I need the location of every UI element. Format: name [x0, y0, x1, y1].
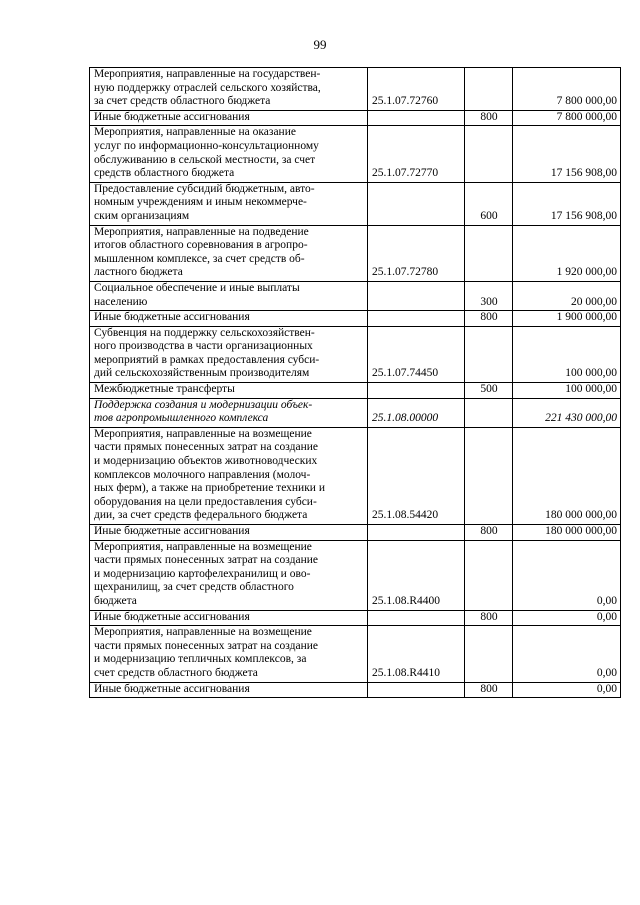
table-row	[90, 126, 621, 182]
row-code-cell: 25.1.07.72770	[368, 126, 465, 182]
row-code-cell	[368, 525, 465, 541]
row-code-cell: 25.1.07.72760	[368, 68, 465, 111]
budget-table-body	[90, 68, 621, 698]
table-row	[90, 311, 621, 327]
row-code-cell: 25.1.08.54420	[368, 427, 465, 524]
row-name-cell: Предоставление субсидий бюджетным, авто- номным учреждениям и иным некоммерче- ским организациям	[90, 182, 368, 225]
row-expense-kind-cell	[465, 326, 513, 382]
row-name-cell: Иные бюджетные ассигнования	[90, 110, 368, 126]
row-expense-kind-cell: 800	[465, 682, 513, 698]
row-name-cell: Социальное обеспечение и иные выплаты населению	[90, 281, 368, 310]
table-row	[90, 110, 621, 126]
row-sum-cell: 7 800 000,00	[513, 110, 621, 126]
row-sum-cell: 100 000,00	[513, 383, 621, 399]
table-row	[90, 182, 621, 225]
row-expense-kind-cell: 600	[465, 182, 513, 225]
table-row	[90, 68, 621, 111]
row-code-cell: 25.1.08.R4410	[368, 626, 465, 682]
row-sum-cell: 17 156 908,00	[513, 182, 621, 225]
row-name-cell: Мероприятия, направленные на оказание услуг по информационно-консультационному обслуживанию в сельской местности, за счет средств областного бюджета	[90, 126, 368, 182]
row-sum-cell: 7 800 000,00	[513, 68, 621, 111]
row-code-cell	[368, 311, 465, 327]
row-sum-cell: 0,00	[513, 610, 621, 626]
table-row	[90, 610, 621, 626]
table-row	[90, 326, 621, 382]
page-number: 99	[313, 37, 327, 52]
row-expense-kind-cell: 500	[465, 383, 513, 399]
row-expense-kind-cell	[465, 126, 513, 182]
row-sum-cell: 20 000,00	[513, 281, 621, 310]
table-row	[90, 626, 621, 682]
row-code-cell	[368, 281, 465, 310]
row-code-cell: 25.1.08.00000	[368, 398, 465, 427]
row-code-cell	[368, 110, 465, 126]
table-row	[90, 398, 621, 427]
row-sum-cell: 0,00	[513, 682, 621, 698]
row-name-cell: Субвенция на поддержку сельскохозяйствен- ного производства в части организационных мероприятий в рамках предоставления субси- дий сельскохозяйственным производителям	[90, 326, 368, 382]
row-name-cell: Мероприятия, направленные на возмещение части прямых понесенных затрат на создание и модернизацию картофелехранилищ и ово- щехранилищ, за счет средств областного бюджета	[90, 540, 368, 610]
row-code-cell: 25.1.07.72780	[368, 225, 465, 281]
row-expense-kind-cell: 800	[465, 311, 513, 327]
row-name-cell: Мероприятия, направленные на государствен- ную поддержку отраслей сельского хозяйства, за счет средств областного бюджета	[90, 68, 368, 111]
row-expense-kind-cell	[465, 427, 513, 524]
row-name-cell: Иные бюджетные ассигнования	[90, 311, 368, 327]
row-code-cell	[368, 383, 465, 399]
row-sum-cell: 180 000 000,00	[513, 525, 621, 541]
table-row	[90, 383, 621, 399]
row-code-cell	[368, 682, 465, 698]
row-name-cell: Межбюджетные трансферты	[90, 383, 368, 399]
row-expense-kind-cell	[465, 398, 513, 427]
row-expense-kind-cell	[465, 68, 513, 111]
row-name-cell: Иные бюджетные ассигнования	[90, 525, 368, 541]
row-sum-cell: 0,00	[513, 540, 621, 610]
row-code-cell: 25.1.08.R4400	[368, 540, 465, 610]
row-sum-cell: 1 900 000,00	[513, 311, 621, 327]
row-name-cell: Иные бюджетные ассигнования	[90, 682, 368, 698]
row-name-cell: Поддержка создания и модернизации объек- тов агропромышленного комплекса	[90, 398, 368, 427]
table-row	[90, 427, 621, 524]
table-row	[90, 540, 621, 610]
row-expense-kind-cell	[465, 225, 513, 281]
row-sum-cell: 17 156 908,00	[513, 126, 621, 182]
row-expense-kind-cell	[465, 540, 513, 610]
row-sum-cell: 180 000 000,00	[513, 427, 621, 524]
table-row	[90, 281, 621, 310]
table-row	[90, 682, 621, 698]
row-name-cell: Мероприятия, направленные на возмещение части прямых понесенных затрат на создание и модернизацию объектов животноводческих комплексов молочного направления (молоч- ных ферм), а также на приобретение техники и оборудования на цели предоставления субси- дии, за счет средств федерального бюджета	[90, 427, 368, 524]
row-name-cell: Мероприятия, направленные на подведение итогов областного соревнования в агропро- мышленном комплексе, за счет средств об- ластного бюджета	[90, 225, 368, 281]
row-code-cell	[368, 610, 465, 626]
row-code-cell: 25.1.07.74450	[368, 326, 465, 382]
row-expense-kind-cell: 800	[465, 610, 513, 626]
row-name-cell: Иные бюджетные ассигнования	[90, 610, 368, 626]
row-sum-cell: 0,00	[513, 626, 621, 682]
row-expense-kind-cell: 800	[465, 110, 513, 126]
row-expense-kind-cell	[465, 626, 513, 682]
budget-table	[89, 67, 621, 698]
row-name-cell: Мероприятия, направленные на возмещение части прямых понесенных затрат на создание и модернизацию тепличных комплексов, за счет средств областного бюджета	[90, 626, 368, 682]
row-sum-cell: 100 000,00	[513, 326, 621, 382]
row-expense-kind-cell: 800	[465, 525, 513, 541]
table-row	[90, 525, 621, 541]
row-expense-kind-cell: 300	[465, 281, 513, 310]
row-code-cell	[368, 182, 465, 225]
table-row	[90, 225, 621, 281]
row-sum-cell: 1 920 000,00	[513, 225, 621, 281]
row-sum-cell: 221 430 000,00	[513, 398, 621, 427]
